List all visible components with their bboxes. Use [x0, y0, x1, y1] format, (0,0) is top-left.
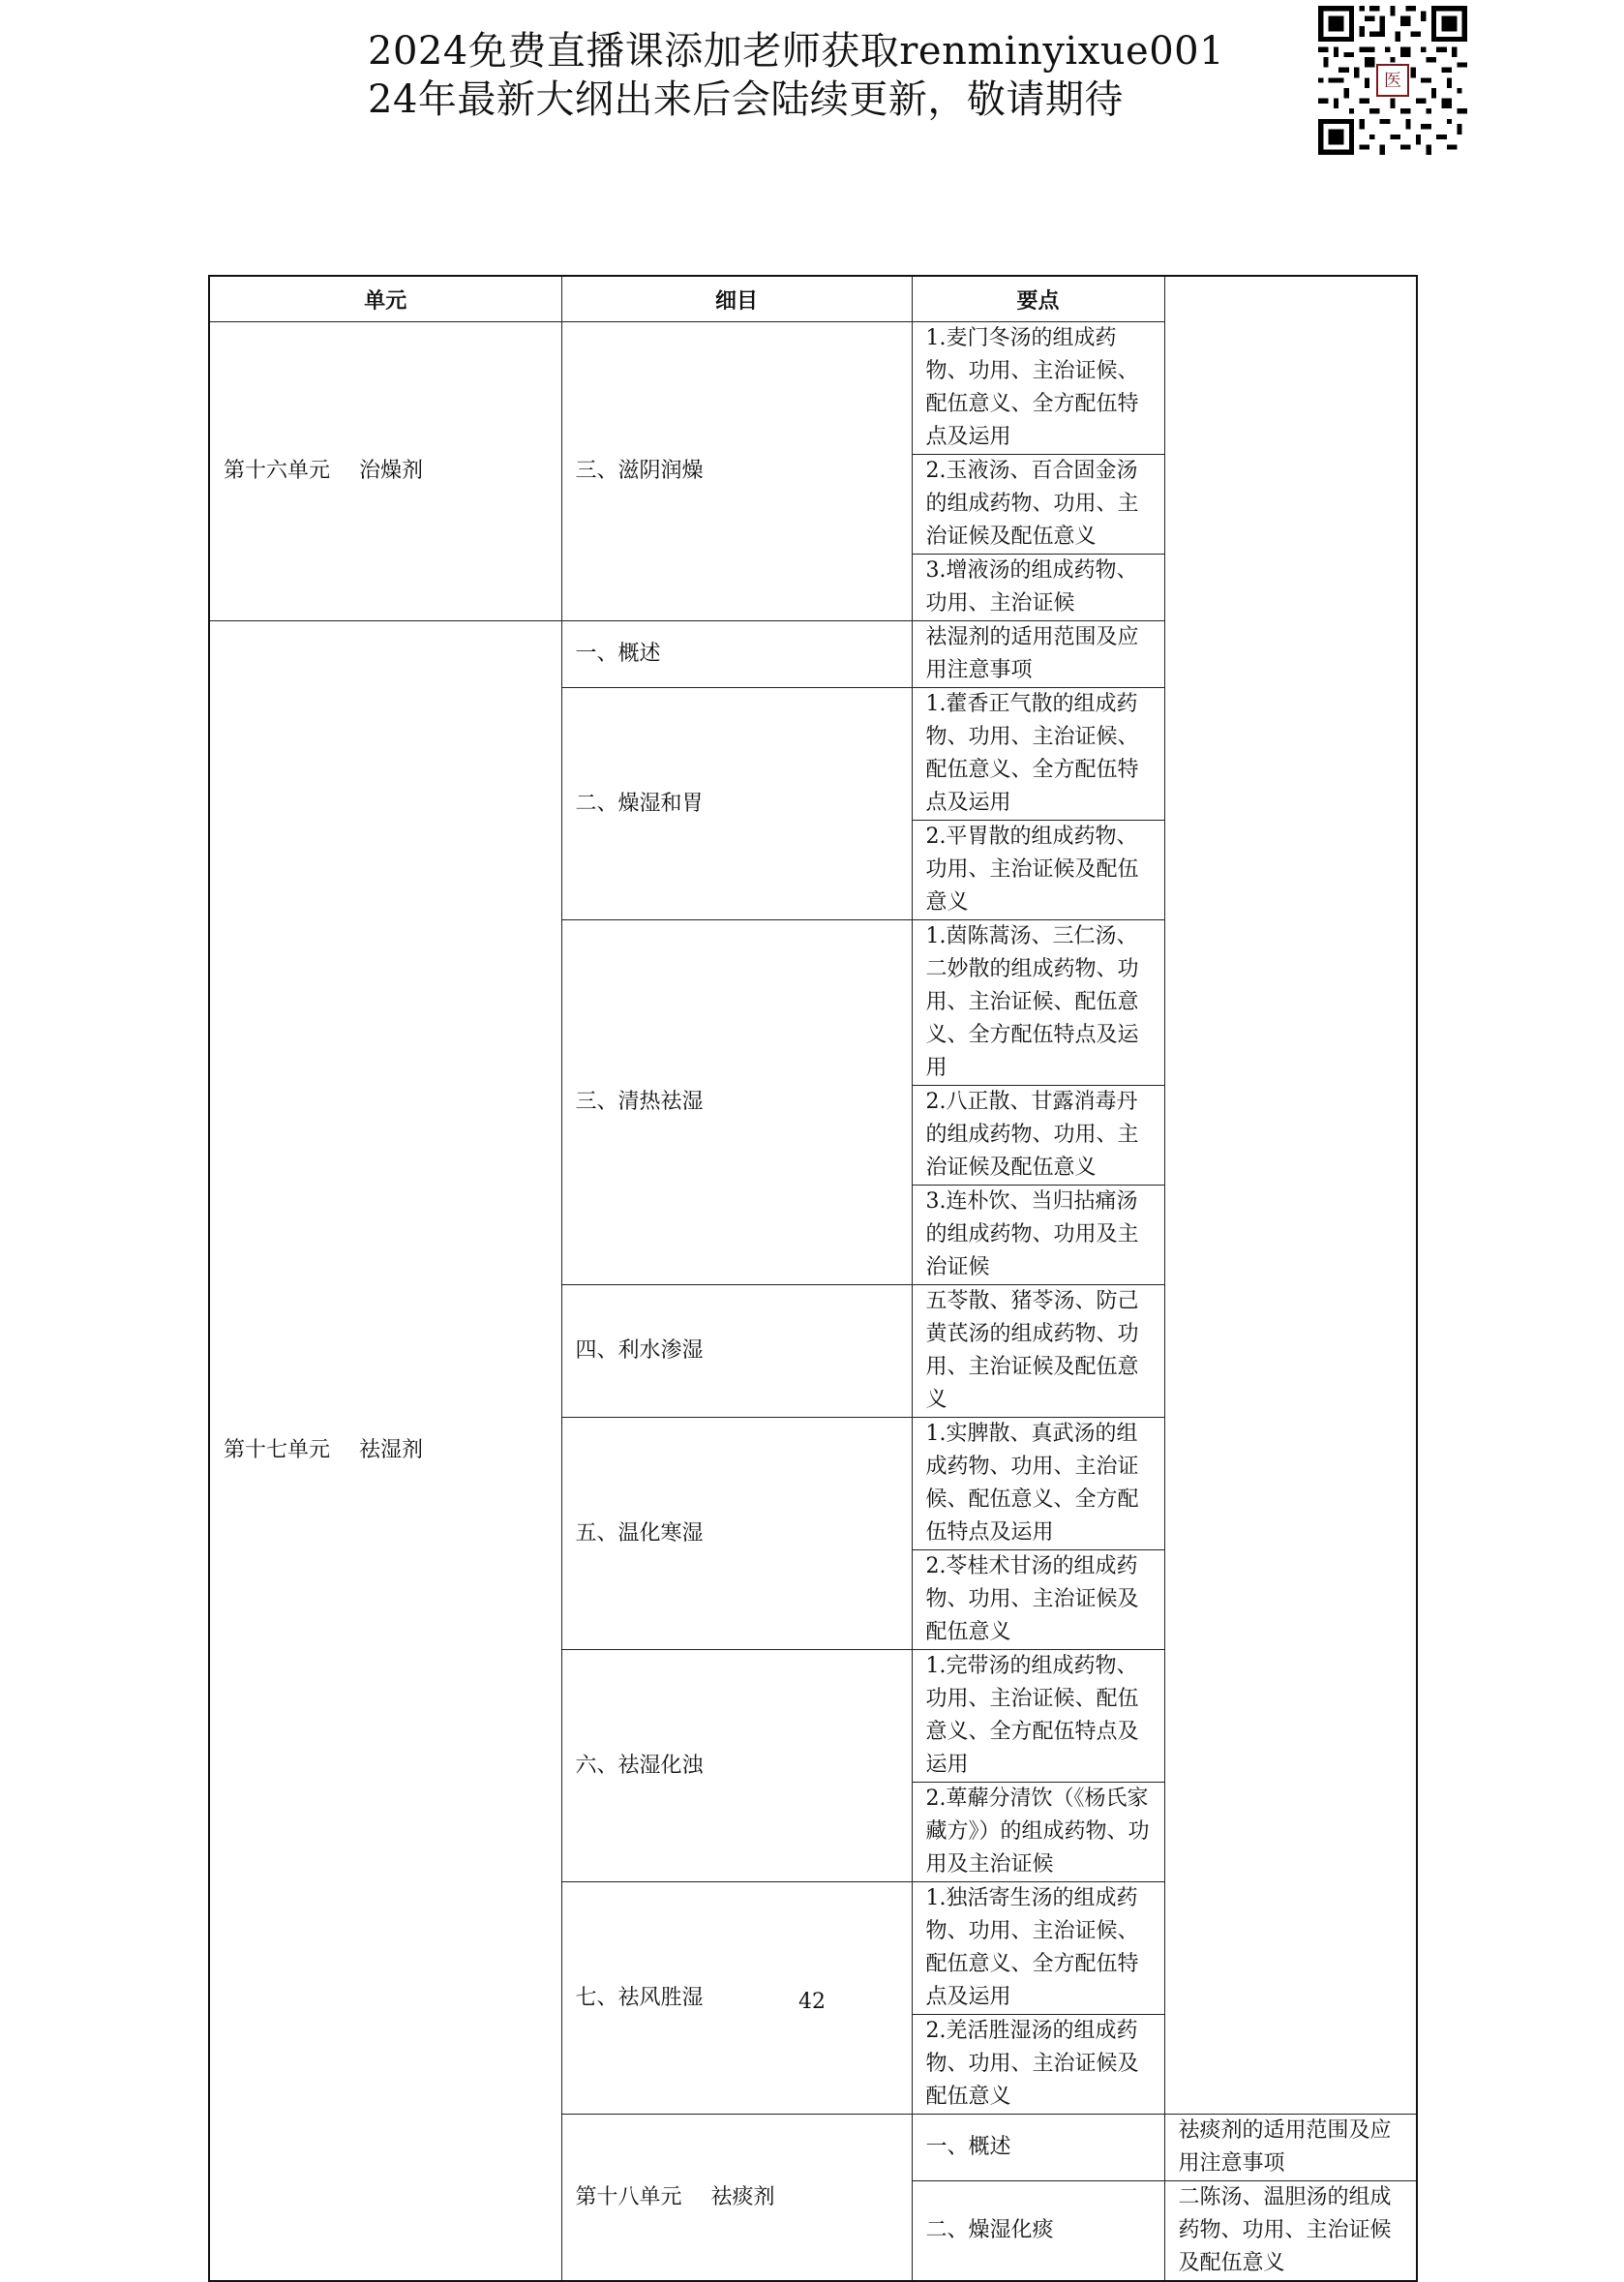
header-detail: 细目	[561, 276, 912, 322]
table-row	[209, 621, 1417, 688]
promo-line-2: 24年最新大纲出来后会陆续更新，敬请期待	[368, 77, 1124, 122]
key-point-cell: 3.增液汤的组成药物、功用、主治证候	[912, 555, 1164, 621]
key-point-cell: 1.藿香正气散的组成药物、功用、主治证候、配伍意义、全方配伍特点及运用	[912, 688, 1164, 821]
key-point-cell: 3.连朴饮、当归拈痛汤的组成药物、功用及主治证候	[912, 1186, 1164, 1285]
unit-label: 第十八单元	[575, 2184, 682, 2209]
key-point-cell: 2.羌活胜湿汤的组成药物、功用、主治证候及配伍意义	[912, 2015, 1164, 2115]
detail-cell: 二、燥湿化痰	[912, 2181, 1164, 2282]
unit-title: 祛湿剂	[359, 1438, 424, 1462]
svg-text:医: 医	[1383, 70, 1402, 91]
key-point-cell: 五苓散、猪苓汤、防己黄芪汤的组成药物、功用、主治证候及配伍意义	[912, 1285, 1164, 1418]
detail-cell: 七、祛风胜湿	[561, 1882, 912, 2115]
key-point-cell: 2.平胃散的组成药物、功用、主治证候及配伍意义	[912, 821, 1164, 920]
key-point-cell: 2.萆薢分清饮（《杨氏家藏方》）的组成药物、功用及主治证候	[912, 1783, 1164, 1882]
detail-cell: 三、清热祛湿	[561, 920, 912, 1285]
unit-cell	[209, 322, 561, 621]
detail-cell: 三、滋阴润燥	[561, 322, 912, 621]
detail-cell: 一、概述	[912, 2115, 1164, 2181]
page-number: 42	[798, 1990, 826, 2014]
key-point-cell: 2.苓桂术甘汤的组成药物、功用、主治证候及配伍意义	[912, 1550, 1164, 1650]
table-row	[209, 322, 1417, 455]
key-point-cell: 2.八正散、甘露消毒丹的组成药物、功用、主治证候及配伍意义	[912, 1086, 1164, 1186]
unit-label: 第十七单元	[224, 1438, 331, 1462]
key-point-cell: 祛痰剂的适用范围及应用注意事项	[1164, 2115, 1417, 2181]
header-unit: 单元	[209, 276, 561, 322]
key-point-cell: 2.玉液汤、百合固金汤的组成药物、功用、主治证候及配伍意义	[912, 455, 1164, 555]
key-point-cell: 1.麦门冬汤的组成药物、功用、主治证候、配伍意义、全方配伍特点及运用	[912, 322, 1164, 455]
unit-label: 第十六单元	[224, 459, 331, 483]
detail-cell: 六、祛湿化浊	[561, 1650, 912, 1882]
detail-cell: 一、概述	[561, 621, 912, 688]
detail-cell: 四、利水渗湿	[561, 1285, 912, 1418]
promo-line-1: 2024免费直播课添加老师获取renminyixue001	[368, 29, 1225, 74]
promo-banner	[368, 27, 1224, 124]
unit-cell	[209, 621, 561, 2282]
key-point-cell: 1.茵陈蒿汤、三仁汤、二妙散的组成药物、功用、主治证候、配伍意义、全方配伍特点及运用	[912, 920, 1164, 1086]
unit-title: 祛痰剂	[710, 2184, 775, 2209]
detail-cell: 五、温化寒湿	[561, 1418, 912, 1650]
header-key-points: 要点	[912, 276, 1164, 322]
key-point-cell: 1.独活寄生汤的组成药物、功用、主治证候、配伍意义、全方配伍特点及运用	[912, 1882, 1164, 2015]
qr-code-icon	[1318, 6, 1467, 155]
syllabus-table	[208, 275, 1418, 2282]
table-header-row	[209, 276, 1417, 322]
key-point-cell: 祛湿剂的适用范围及应用注意事项	[912, 621, 1164, 688]
unit-cell	[561, 2115, 912, 2282]
unit-title: 治燥剂	[359, 459, 424, 483]
key-point-cell: 1.实脾散、真武汤的组成药物、功用、主治证候、配伍意义、全方配伍特点及运用	[912, 1418, 1164, 1550]
key-point-cell: 二陈汤、温胆汤的组成药物、功用、主治证候及配伍意义	[1164, 2181, 1417, 2282]
key-point-cell: 1.完带汤的组成药物、功用、主治证候、配伍意义、全方配伍特点及运用	[912, 1650, 1164, 1783]
detail-cell: 二、燥湿和胃	[561, 688, 912, 920]
